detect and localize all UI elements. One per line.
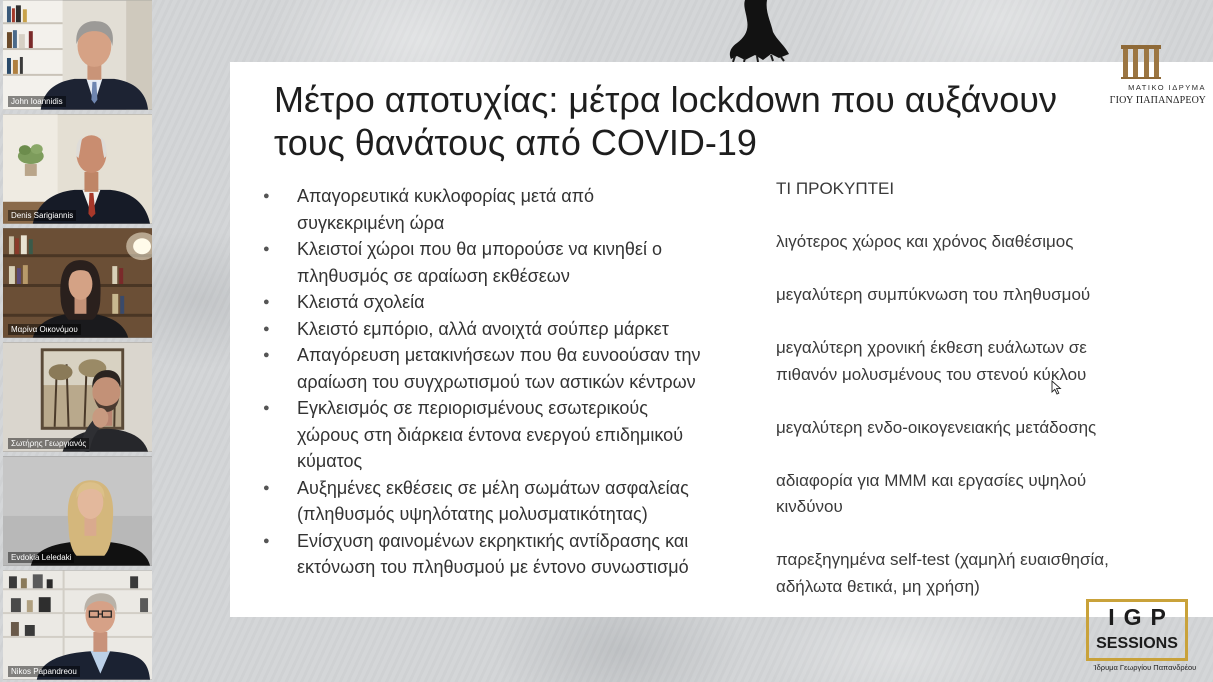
participant-video bbox=[3, 456, 152, 566]
participant-video bbox=[3, 228, 152, 338]
result-line: λιγότερος χώρος και χρόνος διαθέσιμος bbox=[776, 232, 1074, 251]
measure-line: ● Απαγορευτικά κυκλοφορίας μετά από bbox=[297, 186, 595, 206]
foundation-logo-line2: ΓΙΟΥ ΠΑΠΑΝΔΡΕΟΥ bbox=[1109, 95, 1206, 106]
mouse-cursor-icon bbox=[1051, 380, 1062, 395]
participant-name: Evdokia Leledaki bbox=[8, 552, 74, 563]
slide-title-line: Μέτρο αποτυχίας: μέτρα lockdown που αυξάνουν bbox=[274, 79, 1057, 120]
result-item bbox=[776, 547, 1109, 600]
participant-tile[interactable] bbox=[3, 456, 152, 566]
result-line: αδιαφορία για ΜΜΜ και εργασίες υψηλού bbox=[776, 470, 1087, 490]
hanging-object bbox=[715, 0, 805, 62]
result-item bbox=[776, 415, 1109, 442]
participant-video bbox=[3, 570, 152, 680]
measure-line: συγκεκριμένη ώρα bbox=[297, 212, 445, 233]
participant-tile[interactable] bbox=[3, 228, 152, 338]
measure-item bbox=[297, 528, 700, 581]
measure-line: ● Κλειστά σχολεία bbox=[297, 292, 425, 312]
measure-line: ● Εγκλεισμός σε περιορισμένους εσωτερικούς bbox=[297, 398, 648, 418]
result-item bbox=[776, 229, 1109, 256]
result-line: μεγαλύτερη συμπύκνωση του πληθυσμού bbox=[776, 285, 1091, 304]
measure-line: εκτόνωση του πληθυσμού με έντονο συνωστισμό bbox=[297, 557, 689, 577]
result-line: πιθανόν μολυσμένους του στενού κύκλου bbox=[776, 364, 1087, 384]
igp-logo-caption: Ίδρυμα Γεωργίου Παπανδρέου bbox=[1093, 663, 1197, 672]
slide-title-line: τους θανάτους από COVID-19 bbox=[274, 122, 757, 163]
participant-video bbox=[3, 0, 152, 110]
participant-name: Μαρίνα Οικονόμου bbox=[8, 324, 81, 335]
shared-slide bbox=[230, 62, 1213, 617]
measure-item bbox=[297, 475, 700, 528]
measure-line: ● Κλειστοί χώροι που θα μπορούσε να κινηθεί ο bbox=[297, 239, 662, 259]
slide-title bbox=[274, 78, 1057, 164]
measure-line: ● Απαγόρευση μετακινήσεων που θα ευνοούσαν την bbox=[297, 345, 701, 365]
participant-tile[interactable] bbox=[3, 342, 152, 452]
result-item bbox=[776, 282, 1109, 309]
measure-item bbox=[297, 289, 700, 316]
measure-line: (πληθυσμός υψηλότατης μολυσματικότητας) bbox=[297, 504, 648, 524]
results-heading: ΤΙ ΠΡΟΚΥΠΤΕΙ bbox=[776, 179, 895, 198]
measure-item bbox=[297, 236, 700, 289]
measure-item bbox=[297, 316, 700, 343]
participant-tile[interactable] bbox=[3, 570, 152, 680]
result-line: μεγαλύτερη χρονική έκθεση ευάλωτων σε bbox=[776, 338, 1087, 357]
participant-name: Σωτήρης Γεωργιανός bbox=[8, 438, 89, 449]
result-line: παρεξηγημένα self-test (χαμηλή ευαισθησία, bbox=[776, 550, 1109, 569]
measures-list bbox=[297, 183, 700, 581]
measure-line: κύματος bbox=[297, 451, 363, 471]
measure-line: αραίωση του συγχρωτισμού των αστικών κέντρων bbox=[297, 371, 696, 392]
measure-line: ● Ενίσχυση φαινομένων εκρηκτικής αντίδρασης και bbox=[297, 530, 689, 551]
foundation-logo-line1: ΜΑΤΙΚΟ ΙΔΡΥΜΑ bbox=[1128, 83, 1206, 92]
results-list bbox=[776, 176, 1109, 627]
result-line: μεγαλύτερη ενδο-οικογενειακής μετάδοσης bbox=[776, 417, 1097, 437]
igp-logo-title: IGP bbox=[1108, 604, 1175, 630]
participant-name: John Ioannidis bbox=[8, 96, 66, 107]
result-item bbox=[776, 468, 1109, 521]
result-line: αδήλωτα θετικά, μη χρήση) bbox=[776, 576, 980, 596]
result-line: κινδύνου bbox=[776, 497, 843, 516]
participant-name: Nikos Papandreou bbox=[8, 666, 80, 677]
measure-line: ● Αυξημένες εκθέσεις σε μέλη σωμάτων ασφαλείας bbox=[297, 477, 689, 498]
measure-item bbox=[297, 395, 700, 475]
measure-item bbox=[297, 342, 700, 395]
igp-logo-subtitle: SESSIONS bbox=[1096, 635, 1178, 652]
participant-tile[interactable] bbox=[3, 114, 152, 224]
participant-video bbox=[3, 342, 152, 452]
participant-tile[interactable] bbox=[3, 0, 152, 110]
participant-video bbox=[3, 114, 152, 224]
measure-line: χώρους στη διάρκεια έντονα ενεργού επιδημικού bbox=[297, 424, 684, 445]
measure-item bbox=[297, 183, 700, 236]
measure-line: ● Κλειστό εμπόριο, αλλά ανοιχτά σούπερ μάρκετ bbox=[297, 318, 669, 339]
foundation-logo bbox=[1100, 40, 1208, 110]
measure-line: πληθυσμός σε αραίωση εκθέσεων bbox=[297, 265, 570, 286]
participant-name: Denis Sarigiannis bbox=[8, 210, 76, 221]
columns-logo-icon bbox=[1120, 44, 1162, 80]
igp-sessions-logo bbox=[1086, 599, 1188, 661]
